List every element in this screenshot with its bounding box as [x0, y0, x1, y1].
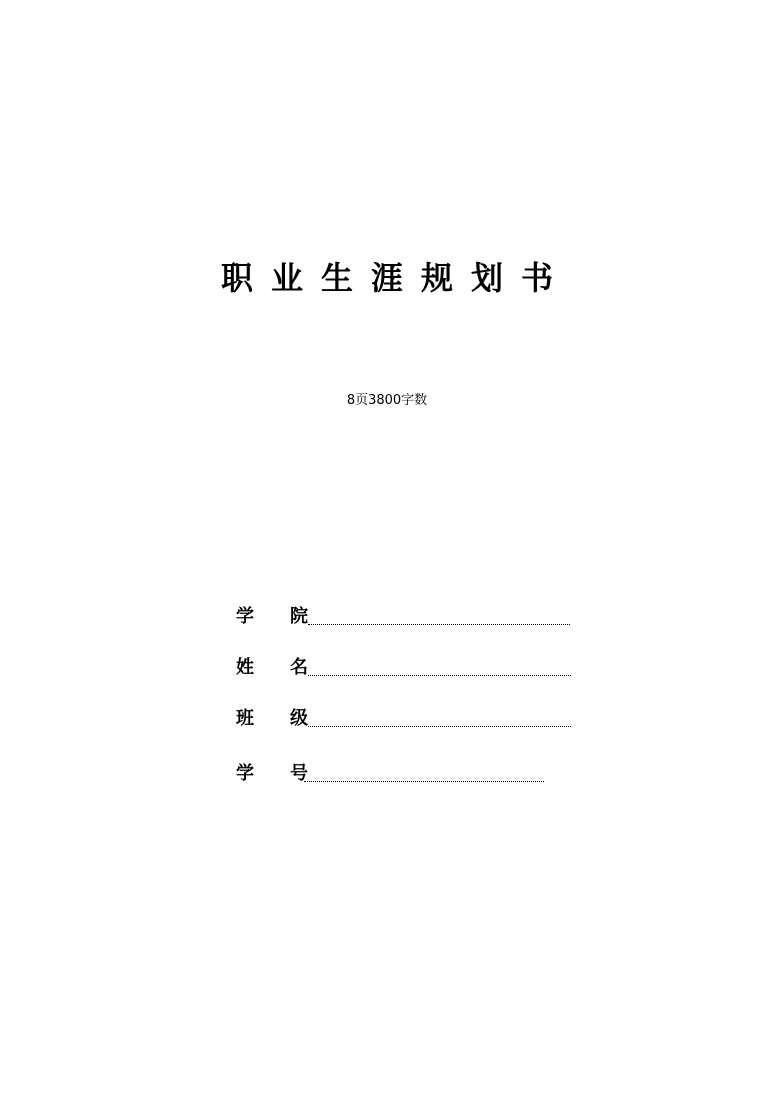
field-student-id-blank-line[interactable]	[304, 781, 544, 782]
field-student-id-label-char1: 学	[236, 763, 254, 784]
field-student-id-label-char2: 号	[290, 763, 308, 784]
document-subtitle: 8页3800字数	[346, 393, 428, 408]
field-college-label-char2: 院	[290, 606, 308, 627]
field-name-label-char1: 姓	[236, 657, 254, 678]
field-name-label	[236, 656, 308, 680]
field-class-label-char2: 级	[290, 708, 308, 729]
field-class-label	[236, 707, 308, 731]
field-name-label-char2: 名	[290, 657, 308, 678]
document-title: 职业生涯规划书	[220, 259, 571, 297]
field-college-label-char1: 学	[236, 606, 254, 627]
field-student-id-label	[236, 762, 308, 786]
field-college-label	[236, 605, 308, 629]
field-class-label-char1: 班	[236, 708, 254, 729]
field-college-blank-line[interactable]	[308, 624, 570, 625]
field-name-blank-line[interactable]	[308, 675, 571, 676]
field-class-blank-line[interactable]	[308, 726, 571, 727]
